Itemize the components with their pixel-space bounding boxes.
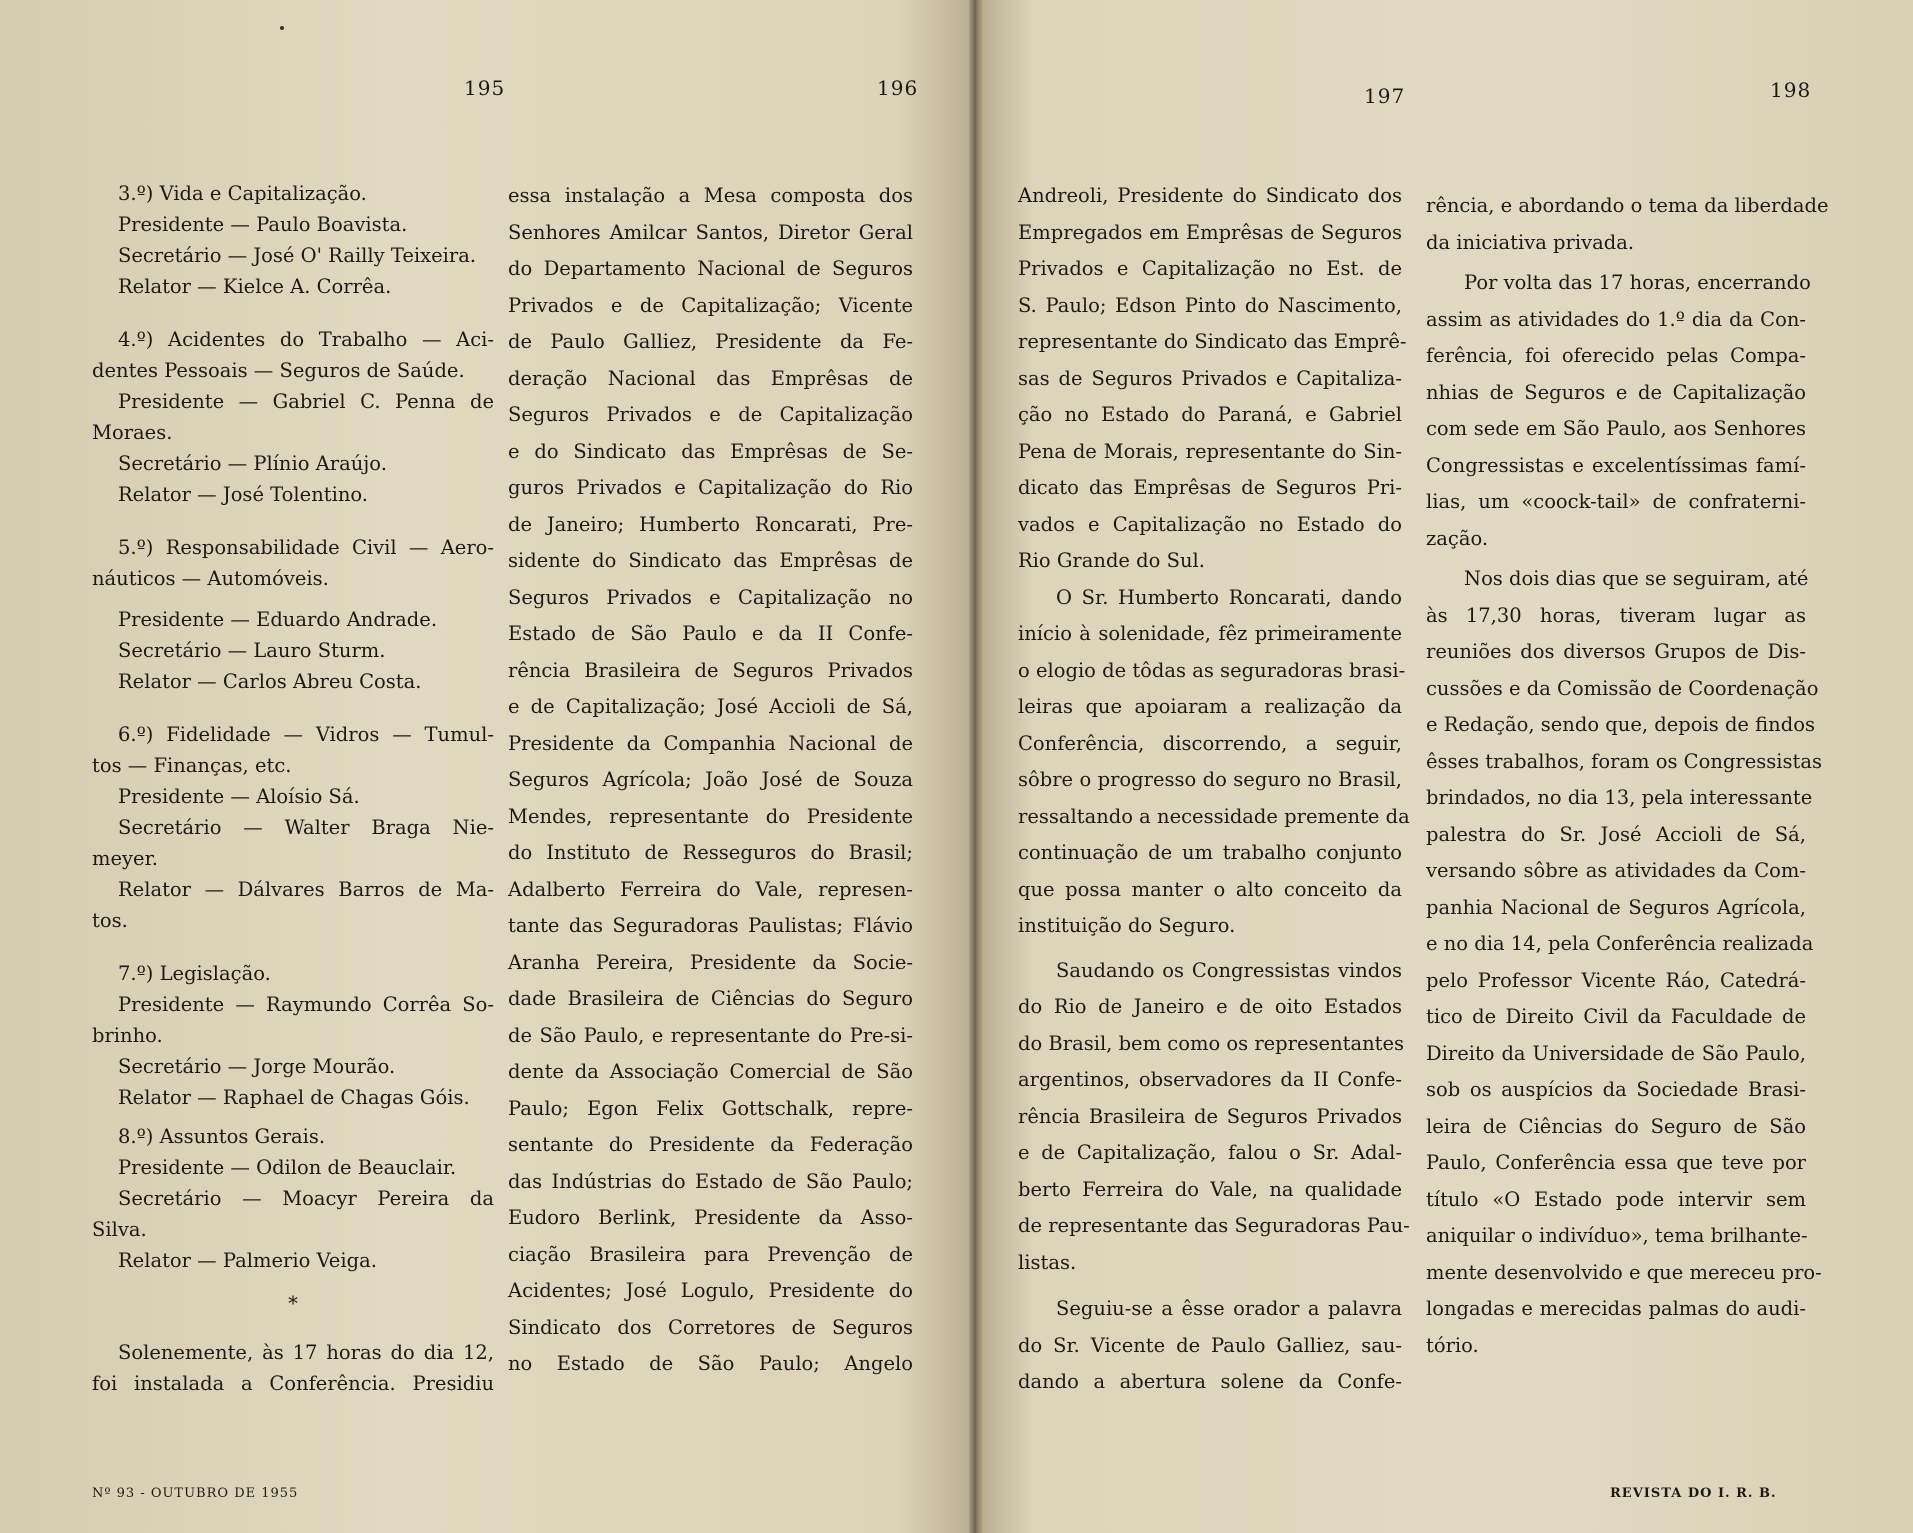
body-line: ferência, foi oferecido pelas Compa-: [1426, 344, 1806, 367]
body-line: de Paulo Galliez, Presidente da Fe-: [508, 330, 913, 353]
body-line: nhias de Seguros e de Capitalização: [1426, 380, 1806, 404]
body-line: e do Sindicato das Emprêsas de Se-: [508, 439, 913, 463]
body-line: do Departamento Nacional de Seguros: [508, 257, 913, 280]
body-line: Seguros Privados e Capitalização no: [508, 585, 913, 609]
body-line: Privados e de Capitalização; Vicente: [508, 293, 913, 317]
body-line: do Instituto de Resseguros do Brasil;: [508, 841, 913, 864]
body-line: sob os auspícios da Sociedade Brasi-: [1426, 1078, 1806, 1101]
footer-journal-name: REVISTA DO I. R. B.: [1610, 1486, 1777, 1501]
body-line: rência Brasileira de Seguros Privados: [1018, 1104, 1402, 1128]
body-line: tório.: [1426, 1333, 1479, 1357]
body-line: do Sr. Vicente de Paulo Galliez, sau-: [1018, 1333, 1402, 1357]
section-heading: 6.º) Fidelidade — Vidros — Tumul-: [118, 723, 494, 746]
body-line: Paulo, Conferência essa que teve por: [1426, 1151, 1806, 1174]
page-number-198: 198: [1770, 78, 1812, 102]
section-heading: náuticos — Automóveis.: [92, 567, 329, 590]
body-line: sidente do Sindicato das Emprêsas de: [508, 549, 913, 572]
section-heading: tos — Finanças, etc.: [92, 754, 292, 777]
section-heading: 3.º) Vida e Capitalização.: [118, 182, 367, 205]
body-line: Presidente da Companhia Nacional de: [508, 731, 913, 755]
body-line: título «O Estado pode intervir sem: [1426, 1187, 1806, 1211]
body-line: Empregados em Emprêsas de Seguros: [1018, 220, 1402, 244]
body-line: do Rio de Janeiro e de oito Estados: [1018, 995, 1402, 1018]
body-line: início à solenidade, fêz primeiramente: [1018, 622, 1402, 645]
secretario-line: meyer.: [92, 847, 158, 870]
body-line: Rio Grande do Sul.: [1018, 549, 1205, 572]
body-line: tante das Seguradoras Paulistas; Flávio: [508, 914, 913, 937]
body-line: essa instalação a Mesa composta dos: [508, 184, 913, 207]
body-line: das Indústrias do Estado de São Paulo;: [508, 1169, 913, 1193]
body-line: Sindicato dos Corretores de Seguros: [508, 1315, 913, 1339]
section-heading: 4.º) Acidentes do Trabalho — Aci-: [118, 328, 494, 351]
body-line: berto Ferreira do Vale, na qualidade: [1018, 1177, 1402, 1201]
column-page-196: [508, 178, 913, 1383]
body-line: brindados, no dia 13, pela interessante: [1426, 786, 1813, 809]
page-number-195: 195: [464, 76, 506, 100]
body-line: pelo Professor Vicente Ráo, Catedrá-: [1426, 968, 1806, 992]
body-line: longadas e merecidas palmas do audi-: [1426, 1297, 1806, 1320]
presidente-line: Presidente — Paulo Boavista.: [118, 213, 408, 236]
body-line: rência Brasileira de Seguros Privados: [508, 658, 913, 682]
body-line: ressaltando a necessidade premente da: [1018, 804, 1410, 828]
body-line: S. Paulo; Edson Pinto do Nascimento,: [1018, 293, 1402, 317]
presidente-line: Presidente — Gabriel C. Penna de: [118, 390, 494, 413]
section-heading: 8.º) Assuntos Gerais.: [118, 1125, 326, 1148]
body-line: vados e Capitalização no Estado do: [1018, 512, 1402, 536]
relator-line: Relator — Carlos Abreu Costa.: [118, 670, 422, 693]
secretario-line: Secretário — José O' Railly Teixeira.: [118, 244, 477, 267]
body-line: de representante das Seguradoras Pau-: [1018, 1214, 1410, 1237]
body-line: êsses trabalhos, foram os Congressistas: [1426, 749, 1822, 773]
body-line: Direito da Universidade de São Paulo,: [1426, 1041, 1806, 1065]
relator-line: Relator — Palmerio Veiga.: [118, 1249, 377, 1272]
body-line: representante do Sindicato das Emprê-: [1018, 330, 1407, 353]
body-line: o elogio de tôdas as seguradoras brasi-: [1018, 658, 1406, 682]
body-line: Acidentes; José Logulo, Presidente do: [508, 1279, 913, 1302]
body-line: cussões e da Comissão de Coordenação: [1426, 676, 1819, 700]
body-line: no Estado de São Paulo; Angelo: [508, 1352, 913, 1375]
body-line: rência, e abordando o tema da liberdade: [1426, 194, 1829, 217]
body-line: Seguros Agrícola; João José de Souza: [508, 768, 913, 791]
body-line: leiras que apoiaram a realização da: [1018, 695, 1402, 718]
presidente-line: brinho.: [92, 1024, 163, 1047]
relator-line: Relator — Raphael de Chagas Góis.: [118, 1086, 470, 1109]
body-line: leira de Ciências do Seguro de São: [1426, 1114, 1806, 1138]
presidente-line: Presidente — Odilon de Beauclair.: [118, 1156, 457, 1179]
body-line: Estado de São Paulo e da II Confe-: [508, 622, 913, 645]
body-line: dente da Associação Comercial de São: [508, 1060, 913, 1083]
body-line: Mendes, representante do Presidente: [508, 804, 913, 828]
relator-line: Relator — Dálvares Barros de Ma-: [118, 878, 494, 901]
secretario-line: Silva.: [92, 1218, 147, 1241]
body-line: assim as atividades do 1.º dia da Con-: [1426, 307, 1806, 331]
body-line: Pena de Morais, representante do Sin-: [1018, 439, 1402, 463]
presidente-line: Presidente — Raymundo Corrêa So-: [118, 993, 494, 1016]
body-line: dade Brasileira de Ciências do Seguro: [508, 987, 913, 1010]
page-number-196: 196: [877, 76, 919, 100]
relator-line: Relator — José Tolentino.: [118, 483, 368, 506]
body-line: continuação de um trabalho conjunto: [1018, 841, 1402, 864]
body-line: Andreoli, Presidente do Sindicato dos: [1018, 184, 1402, 207]
section-separator-asterisk: *: [288, 1292, 298, 1315]
body-line: aniquilar o indivíduo», tema brilhante-: [1426, 1224, 1808, 1247]
body-line: zação.: [1426, 526, 1489, 550]
body-line: e de Capitalização, falou o Sr. Adal-: [1018, 1141, 1402, 1164]
body-line: mente desenvolvido e que mereceu pro-: [1426, 1260, 1822, 1284]
body-line: Paulo; Egon Felix Gottschalk, repre-: [508, 1096, 913, 1120]
body-line: de São Paulo, e representante do Pre-si-: [508, 1023, 913, 1047]
presidente-line: Moraes.: [92, 421, 173, 444]
relator-line: tos.: [92, 909, 128, 932]
body-line: Privados e Capitalização no Est. de: [1018, 257, 1402, 280]
body-line: tico de Direito Civil da Faculdade de: [1426, 1005, 1806, 1028]
body-line: de Janeiro; Humberto Roncarati, Pre-: [508, 512, 913, 536]
column-page-198: [1426, 188, 1829, 1364]
body-line: palestra do Sr. José Accioli de Sá,: [1426, 822, 1806, 846]
body-line: Saudando os Congressistas vindos: [1056, 958, 1402, 982]
secretario-line: Secretário — Jorge Mourão.: [118, 1055, 396, 1078]
body-line: instituição do Seguro.: [1018, 914, 1236, 937]
footer-issue-date: Nº 93 - OUTUBRO DE 1955: [92, 1486, 299, 1501]
body-line: versando sôbre as atividades da Com-: [1426, 859, 1806, 882]
book-gutter: [969, 0, 983, 1533]
body-line: ção no Estado do Paraná, e Gabriel: [1018, 403, 1402, 426]
body-line: que possa manter o alto conceito da: [1018, 877, 1402, 901]
body-line: às 17,30 horas, tiveram lugar as: [1426, 603, 1806, 627]
section-heading: dentes Pessoais — Seguros de Saúde.: [92, 359, 465, 382]
body-line: Aranha Pereira, Presidente da Socie-: [508, 950, 913, 974]
section-heading: 7.º) Legislação.: [118, 962, 271, 985]
secretario-line: Secretário — Moacyr Pereira da: [118, 1187, 494, 1210]
secretario-line: Secretário — Walter Braga Nie-: [118, 816, 494, 839]
body-line: sentante do Presidente da Federação: [508, 1133, 913, 1156]
presidente-line: Presidente — Eduardo Andrade.: [118, 608, 438, 631]
body-line: sôbre o progresso do seguro no Brasil,: [1018, 768, 1402, 791]
body-line: O Sr. Humberto Roncarati, dando: [1056, 585, 1402, 609]
body-line: do Brasil, bem como os representantes: [1018, 1031, 1405, 1055]
secretario-line: Secretário — Plínio Araújo.: [118, 452, 387, 475]
presidente-line: Presidente — Aloísio Sá.: [118, 785, 360, 808]
relator-line: Relator — Kielce A. Corrêa.: [118, 275, 392, 298]
body-line: deração Nacional das Emprêsas de: [508, 366, 913, 390]
section-heading: 5.º) Responsabilidade Civil — Aero-: [118, 536, 494, 559]
body-line: Seguros Privados e de Capitalização: [508, 403, 913, 426]
body-line: Por volta das 17 horas, encerrando: [1464, 271, 1811, 294]
column-page-195: [92, 178, 494, 1399]
body-line: Adalberto Ferreira do Vale, represen-: [508, 877, 913, 901]
body-line: Eudoro Berlink, Presidente da Asso-: [508, 1206, 913, 1229]
body-line: Conferência, discorrendo, a seguir,: [1018, 731, 1402, 755]
body-line: listas.: [1018, 1250, 1077, 1274]
body-line: Congressistas e excelentíssimas famí-: [1426, 453, 1806, 477]
body-line: com sede em São Paulo, aos Senhores: [1426, 417, 1806, 440]
body-line: ciação Brasileira para Prevenção de: [508, 1242, 913, 1266]
column-page-197: [1018, 178, 1410, 1401]
body-line: da iniciativa privada.: [1426, 230, 1635, 254]
body-line: e no dia 14, pela Conferência realizada: [1426, 932, 1814, 955]
secretario-line: Secretário — Lauro Sturm.: [118, 639, 386, 662]
body-line: e Redação, sendo que, depois de findos: [1426, 713, 1815, 736]
body-line: argentinos, observadores da II Confe-: [1018, 1068, 1402, 1091]
body-line: sas de Seguros Privados e Capitaliza-: [1018, 366, 1402, 390]
speck: [280, 26, 284, 30]
body-line: guros Privados e Capitalização do Rio: [508, 476, 913, 499]
page-number-197: 197: [1364, 84, 1406, 108]
body-line: Seguiu-se a êsse orador a palavra: [1056, 1297, 1402, 1320]
body-line: dando a abertura solene da Confe-: [1018, 1370, 1402, 1393]
body-line: Nos dois dias que se seguiram, até: [1464, 567, 1809, 590]
body-line: reuniões dos diversos Grupos de Dis-: [1426, 640, 1806, 663]
body-line: dicato das Emprêsas de Seguros Pri-: [1018, 476, 1402, 499]
body-line: panhia Nacional de Seguros Agrícola,: [1426, 895, 1806, 919]
body-line: e de Capitalização; José Accioli de Sá,: [508, 695, 913, 718]
body-line: lias, um «coock-tail» de confraterni-: [1426, 490, 1806, 513]
body-line: Senhores Amilcar Santos, Diretor Geral: [508, 220, 913, 244]
body-line: foi instalada a Conferência. Presidiu: [92, 1372, 494, 1395]
body-line: Solenemente, às 17 horas do dia 12,: [118, 1341, 494, 1364]
